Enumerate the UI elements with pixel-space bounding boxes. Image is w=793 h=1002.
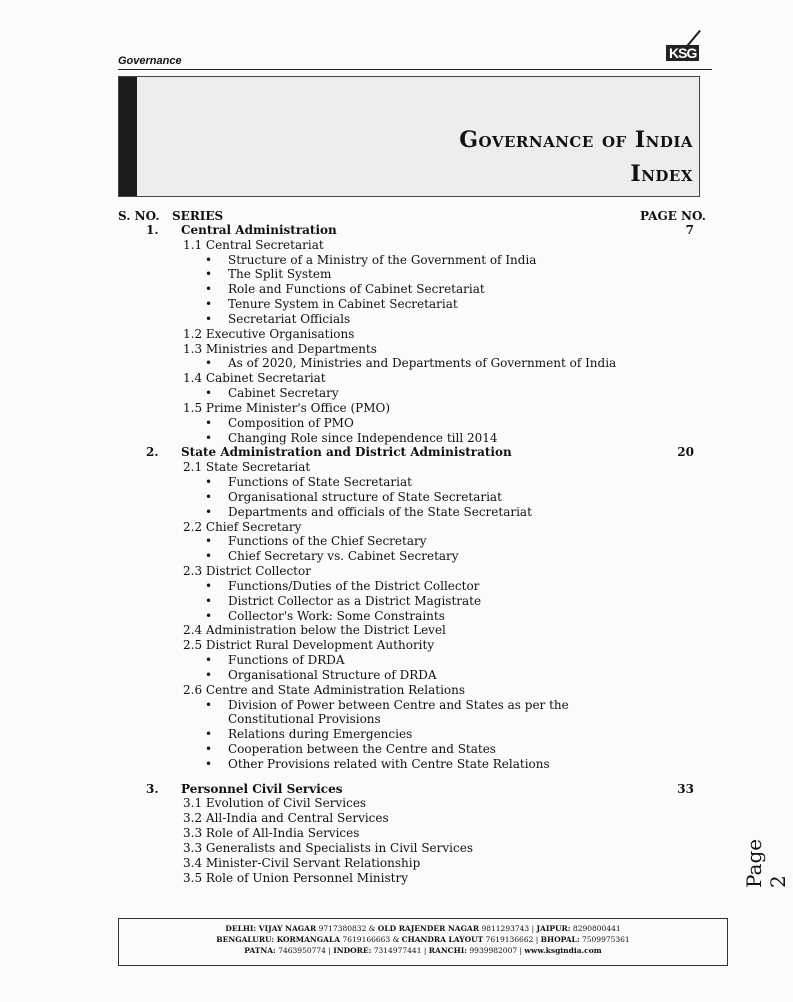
bullet-item: • Changing Role since Independence till 2014 xyxy=(228,431,498,446)
footer-text: 9717380832 & xyxy=(316,924,378,933)
footer-text: 9811293743 | xyxy=(479,924,537,933)
bullet-item: • The Split System xyxy=(228,267,331,282)
section-page-number: 20 xyxy=(677,445,694,460)
list-item xyxy=(0,653,793,668)
footer-text: 8290800441 xyxy=(570,924,621,933)
list-item xyxy=(0,431,793,446)
list-item xyxy=(0,727,793,742)
section-row xyxy=(0,782,793,797)
section-title: Central Administration xyxy=(181,223,337,237)
spacer xyxy=(0,772,793,782)
footer-line-2 xyxy=(119,934,727,945)
bullet-item: • Departments and officials of the State Secretariat xyxy=(228,505,532,520)
list-item xyxy=(0,490,793,505)
footer-label: JAIPUR: xyxy=(536,924,571,933)
list-item xyxy=(0,386,793,401)
list-item xyxy=(0,238,793,253)
subsection-title: 1.4 Cabinet Secretariat xyxy=(183,371,326,386)
list-item xyxy=(0,267,793,282)
list-item xyxy=(0,698,793,713)
bullet-item: • District Collector as a District Magistrate xyxy=(228,594,481,609)
subsection-title: 3.5 Role of Union Personnel Ministry xyxy=(183,870,408,885)
section-row xyxy=(0,445,793,460)
subsection-title: 2.1 State Secretariat xyxy=(183,460,311,475)
subsection-title: 1.2 Executive Organisations xyxy=(183,326,355,341)
bullet-item: • Composition of PMO xyxy=(228,416,354,431)
list-item xyxy=(0,796,793,811)
bullet-item: • As of 2020, Ministries and Departments of Government of India xyxy=(228,356,616,371)
footer-line-1 xyxy=(119,923,727,934)
list-item xyxy=(0,282,793,297)
list-item xyxy=(0,826,793,841)
subsection-title: 3.2 All-India and Central Services xyxy=(183,811,389,826)
col-page-header: PAGE NO. xyxy=(640,209,706,223)
bullet-item: • Secretariat Officials xyxy=(228,312,350,327)
subsection-title: 3.1 Evolution of Civil Services xyxy=(183,796,367,811)
list-item xyxy=(0,253,793,268)
section-title: Personnel Civil Services xyxy=(181,781,343,796)
bullet-item: • Tenure System in Cabinet Secretariat xyxy=(228,297,458,312)
subsection-title: 1.1 Central Secretariat xyxy=(183,237,324,252)
section-number: 2. xyxy=(146,445,159,460)
list-item xyxy=(0,871,793,886)
list-item xyxy=(0,475,793,490)
bullet-item: • Cabinet Secretary xyxy=(228,386,339,401)
section-row xyxy=(0,223,793,238)
list-item xyxy=(0,856,793,871)
list-item xyxy=(0,623,793,638)
list-item xyxy=(0,668,793,683)
footer-text: 7619136662 | xyxy=(483,935,541,944)
list-item xyxy=(0,594,793,609)
list-item xyxy=(0,638,793,653)
list-item xyxy=(0,416,793,431)
list-item xyxy=(0,505,793,520)
subsection-title: 2.2 Chief Secretary xyxy=(183,519,302,534)
subsection-title: 3.3 Generalists and Specialists in Civil Services xyxy=(183,840,473,855)
bullet-item: • Role and Functions of Cabinet Secretariat xyxy=(228,282,485,297)
list-item xyxy=(0,297,793,312)
col-sno-header: S. NO. xyxy=(118,209,160,223)
ksg-logo: KSG xyxy=(666,45,699,61)
footer-contact-box xyxy=(118,918,728,966)
footer-label: RANCHI: xyxy=(428,946,468,955)
list-item xyxy=(0,683,793,698)
bullet-item: • Functions/Duties of the District Collector xyxy=(228,579,479,594)
subsection-title: 3.3 Role of All-India Services xyxy=(183,826,360,841)
subsection-title: 2.6 Centre and State Administration Relations xyxy=(183,682,466,697)
footer-text: 7314977441 | xyxy=(371,946,429,955)
bullet-continuation: Constitutional Provisions xyxy=(228,712,381,727)
banner-subtitle: Index xyxy=(630,161,693,187)
subsection-title: 3.4 Minister-Civil Servant Relationship xyxy=(183,855,421,870)
footer-label: BENGALURU: KORMANGALA xyxy=(216,935,341,944)
header-rule xyxy=(118,69,712,70)
footer-label: BHOPAL: xyxy=(540,935,580,944)
running-header: Governance xyxy=(118,55,182,67)
list-item xyxy=(0,312,793,327)
bullet-item: • Division of Power between Centre and States as per the xyxy=(228,698,569,713)
section-title: State Administration and District Administration xyxy=(181,445,512,460)
bullet-item: • Other Provisions related with Centre State Relations xyxy=(228,757,550,772)
list-item xyxy=(0,534,793,549)
list-item xyxy=(0,327,793,342)
subsection-title: 2.4 Administration below the District Level xyxy=(183,623,446,638)
footer-text: 7619166663 & xyxy=(340,935,402,944)
table-of-contents xyxy=(0,223,793,885)
footer-line-3 xyxy=(119,945,727,956)
footer-label: PATNA: xyxy=(244,946,276,955)
list-item xyxy=(0,579,793,594)
footer-label: INDORE: xyxy=(333,946,372,955)
subsection-title: 2.3 District Collector xyxy=(183,564,311,579)
section-number: 3. xyxy=(146,781,159,796)
list-item xyxy=(0,811,793,826)
banner-title: Governance of India xyxy=(459,127,693,153)
list-item xyxy=(0,549,793,564)
list-item xyxy=(0,564,793,579)
list-item xyxy=(0,342,793,357)
bullet-item: • Organisational Structure of DRDA xyxy=(228,668,437,683)
title-banner xyxy=(118,76,700,197)
subsection-title: 1.3 Ministries and Departments xyxy=(183,341,377,356)
bullet-item: • Functions of the Chief Secretary xyxy=(228,534,427,549)
section-page-number: 33 xyxy=(677,781,694,796)
list-item xyxy=(0,609,793,624)
bullet-item: • Cooperation between the Centre and States xyxy=(228,742,496,757)
list-item xyxy=(0,841,793,856)
bullet-item: • Structure of a Ministry of the Government of India xyxy=(228,253,536,268)
footer-label: DELHI: VIJAY NAGAR xyxy=(225,924,317,933)
bullet-item: • Relations during Emergencies xyxy=(228,727,412,742)
list-item xyxy=(0,742,793,757)
bullet-item: • Chief Secretary vs. Cabinet Secretary xyxy=(228,549,459,564)
page-number-side: Page 2 xyxy=(742,838,790,888)
section-number: 1. xyxy=(146,223,159,237)
bullet-item: • Organisational structure of State Secretariat xyxy=(228,490,502,505)
col-series-header: SERIES xyxy=(172,209,224,223)
subsection-title: 2.5 District Rural Development Authority xyxy=(183,638,435,653)
list-item xyxy=(0,520,793,535)
bullet-item: • Functions of DRDA xyxy=(228,653,345,668)
list-item xyxy=(0,371,793,386)
footer-label: www.ksgindia.com xyxy=(524,946,602,955)
list-item xyxy=(0,401,793,416)
list-item xyxy=(0,356,793,371)
footer-text: 7509975361 xyxy=(579,935,630,944)
footer-label: OLD RAJENDER NAGAR xyxy=(377,924,480,933)
list-item xyxy=(0,460,793,475)
footer-text: 9939982007 | xyxy=(467,946,525,955)
footer-label: CHANDRA LAYOUT xyxy=(401,935,484,944)
list-item xyxy=(0,712,793,727)
banner-strip xyxy=(119,77,137,196)
list-item xyxy=(0,757,793,772)
footer-text: 7463950774 | xyxy=(275,946,334,955)
bullet-item: • Functions of State Secretariat xyxy=(228,475,412,490)
subsection-title: 1.5 Prime Minister's Office (PMO) xyxy=(183,400,391,415)
bullet-item: • Collector's Work: Some Constraints xyxy=(228,609,445,624)
section-page-number: 7 xyxy=(685,223,694,237)
